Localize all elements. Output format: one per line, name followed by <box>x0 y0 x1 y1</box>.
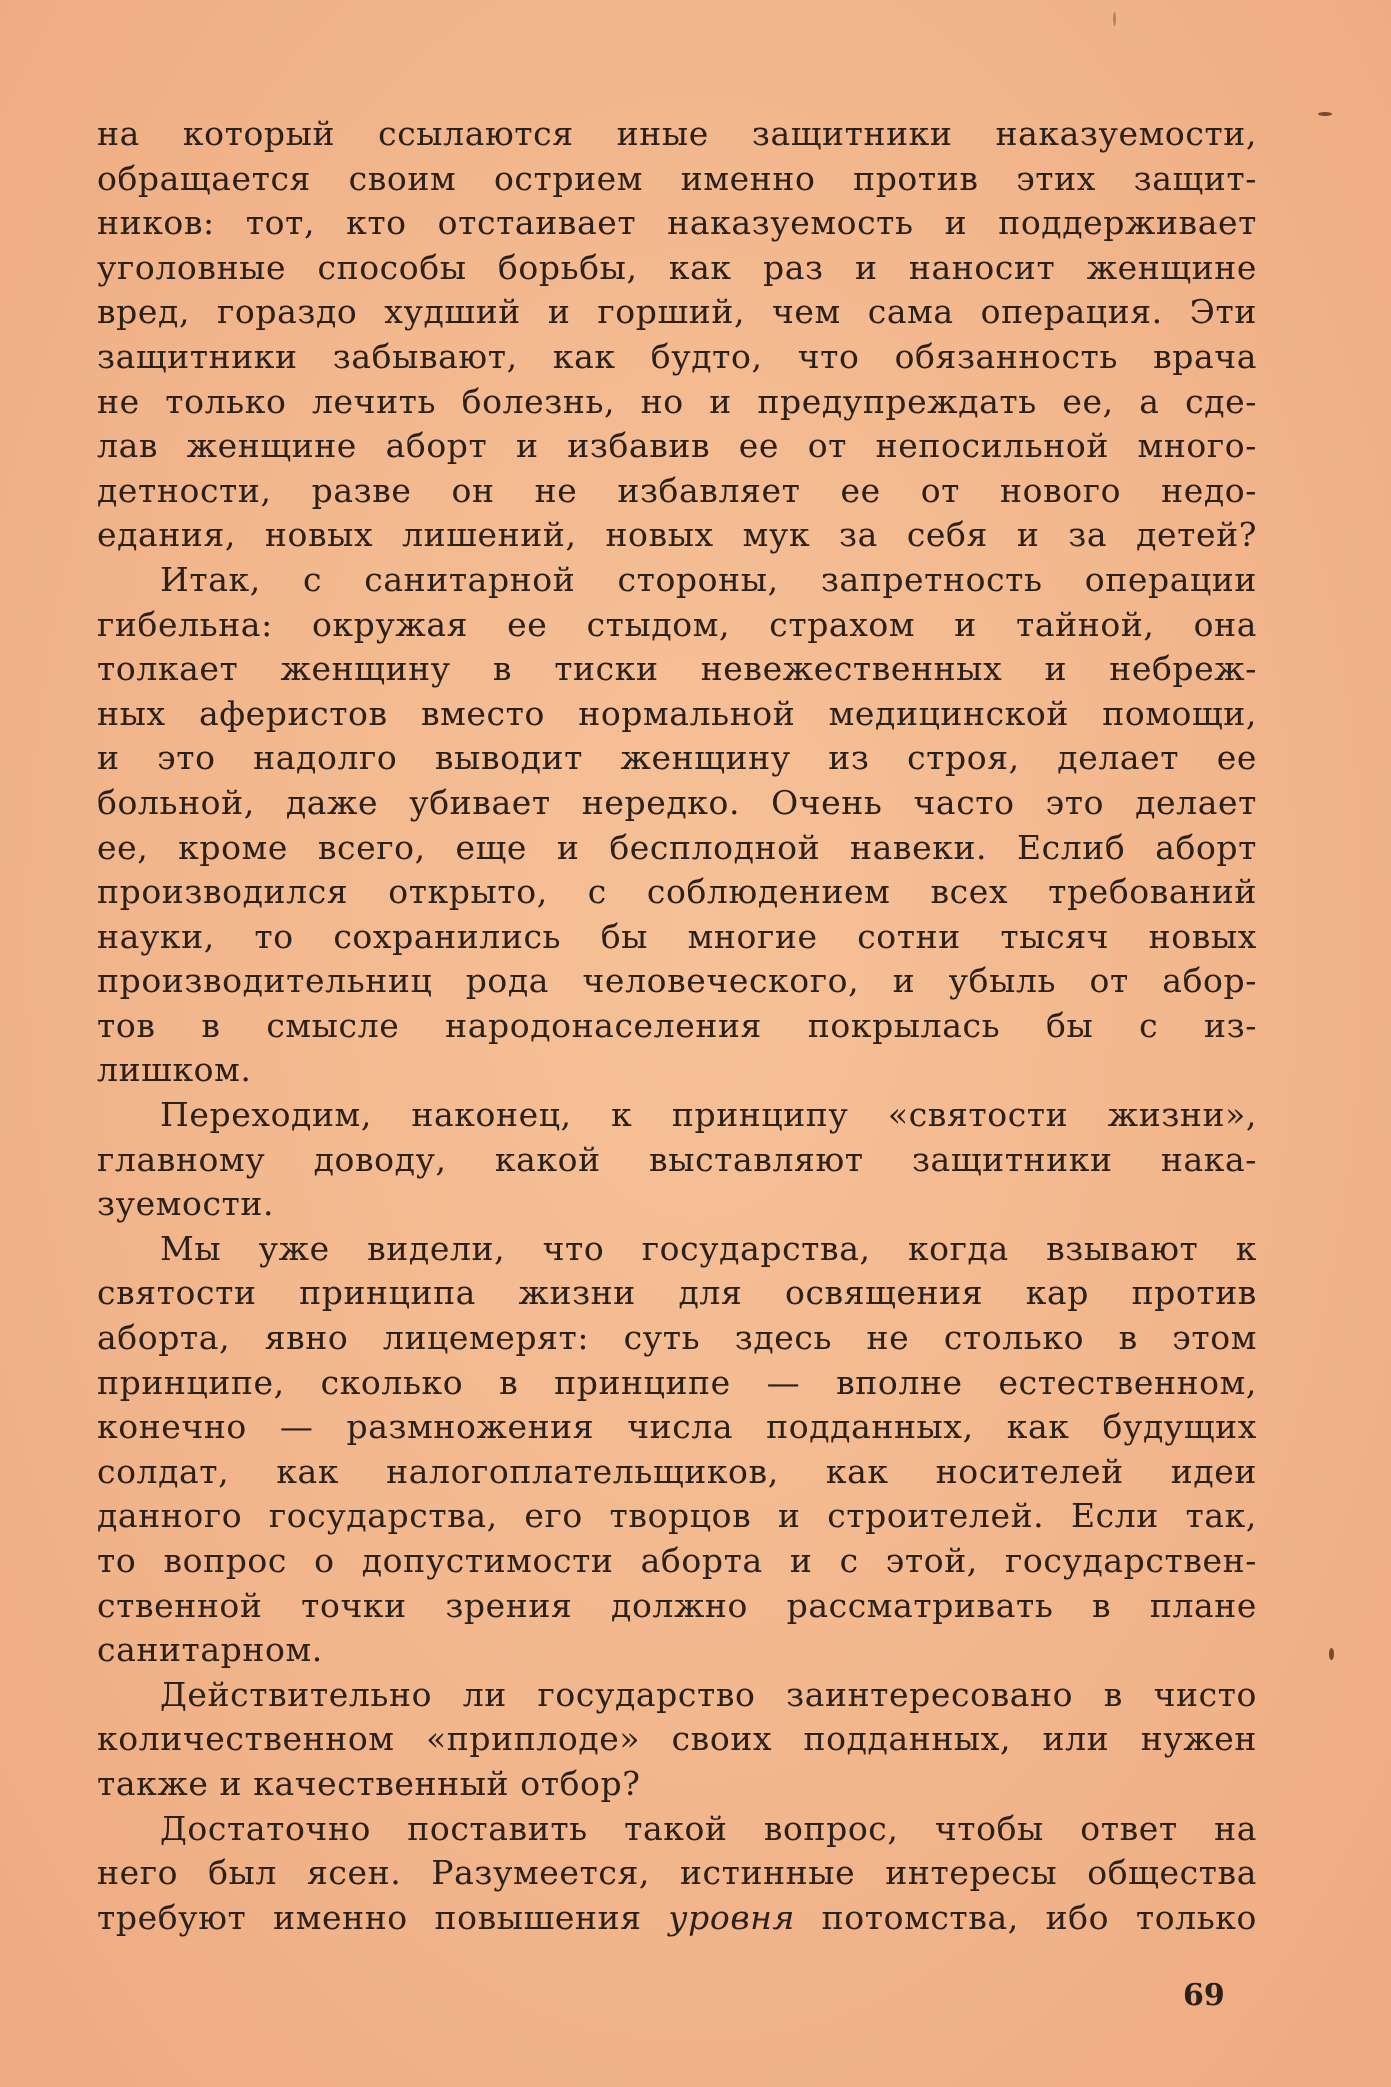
paragraph-6 <box>97 1807 1257 1941</box>
text-line: детности, разве он не избавляет ее от нового недо- <box>97 470 1257 510</box>
paper-speck <box>1318 112 1332 116</box>
text-line: принципе, сколько в принципе — вполне естественном, <box>97 1362 1257 1402</box>
text-line: обращается своим острием именно против этих защит- <box>97 158 1257 198</box>
text-line-with-emphasis <box>97 1896 1257 1941</box>
text-run: требуют именно повышения <box>97 1897 669 1937</box>
text-line: Переходим, наконец, к принципу «святости жизни», <box>160 1095 1257 1135</box>
text-line: Мы уже видели, что государства, когда взывают к <box>160 1228 1257 1268</box>
text-line: ее, кроме всего, еще и бесплодной навеки. Еслиб аборт <box>97 827 1257 867</box>
text-line: производительниц рода человеческого, и убыль от абор- <box>97 961 1257 1001</box>
text-line: святости принципа жизни для освящения кар против <box>97 1273 1257 1313</box>
text-line: аборта, явно лицемерят: суть здесь не столько в этом <box>97 1318 1257 1358</box>
text-line: защитники забывают, как будто, что обязанность врача <box>97 336 1257 376</box>
text-line: конечно — размножения числа подданных, как будущих <box>97 1407 1257 1447</box>
text-line: тов в смысле народонаселения покрылась бы с из- <box>97 1005 1257 1045</box>
text-line: толкает женщину в тиски невежественных и небреж- <box>97 649 1257 689</box>
paragraph-5 <box>97 1673 1257 1807</box>
text-line: производился открыто, с соблюдением всех требований <box>97 872 1257 912</box>
text-line: ных аферистов вместо нормальной медицинской помощи, <box>97 693 1257 733</box>
text-line: и это надолго выводит женщину из строя, делает ее <box>97 738 1257 778</box>
text-line: зуемости. <box>97 1184 275 1224</box>
paragraph-3 <box>97 1093 1257 1227</box>
text-line: едания, новых лишений, новых мук за себя и за детей? <box>97 515 1257 555</box>
text-line: ников: тот, кто отстаивает наказуемость и поддерживает <box>97 203 1257 243</box>
text-line: уголовные способы борьбы, как раз и наносит женщине <box>97 247 1257 287</box>
text-line: него был ясен. Разумеется, истинные интересы общества <box>97 1853 1257 1893</box>
emphasized-word: уровня <box>668 1897 795 1937</box>
text-line: количественном «приплоде» своих подданных, или нужен <box>97 1719 1257 1759</box>
text-line: лав женщине аборт и избавив ее от непосильной много- <box>97 426 1257 466</box>
text-line: ственной точки зрения должно рассматривать в плане <box>97 1585 1257 1625</box>
text-line: на который ссылаются иные защитники наказуемости, <box>97 114 1257 153</box>
paper-speck <box>1113 12 1116 26</box>
text-run: потомства, ибо только <box>794 1897 1257 1937</box>
paragraph-2 <box>97 558 1257 1093</box>
page-number: 69 <box>1183 1978 1225 2013</box>
paragraph-4 <box>97 1227 1257 1673</box>
text-line: больной, даже убивает нередко. Очень часто это делает <box>97 782 1257 822</box>
text-line: санитарном. <box>97 1630 323 1670</box>
text-line: солдат, как налогоплательщиков, как носителей идеи <box>97 1451 1257 1491</box>
text-line: данного государства, его творцов и строителей. Если так, <box>97 1496 1257 1536</box>
text-line: главному доводу, какой выставляют защитники нака- <box>97 1139 1257 1179</box>
text-line: Действительно ли государство заинтересовано в чисто <box>160 1674 1257 1714</box>
text-line: Достаточно поставить такой вопрос, чтобы ответ на <box>160 1808 1257 1848</box>
text-line: также и качественный отбор? <box>97 1763 641 1803</box>
text-line: гибельна: окружая ее стыдом, страхом и тайной, она <box>97 604 1257 644</box>
text-line: лишком. <box>97 1050 252 1090</box>
text-line: Итак, с санитарной стороны, запретность операции <box>160 559 1257 599</box>
body-text <box>97 112 1257 1940</box>
text-line: науки, то сохранились бы многие сотни тысяч новых <box>97 916 1257 956</box>
text-line: вред, гораздо худший и горший, чем сама операция. Эти <box>97 292 1257 332</box>
paper-speck <box>1329 1648 1334 1660</box>
text-line: то вопрос о допустимости аборта и с этой, государствен- <box>97 1541 1257 1580</box>
paragraph-1 <box>97 112 1257 558</box>
text-line: не только лечить болезнь, но и предупреждать ее, а сде- <box>97 381 1257 421</box>
